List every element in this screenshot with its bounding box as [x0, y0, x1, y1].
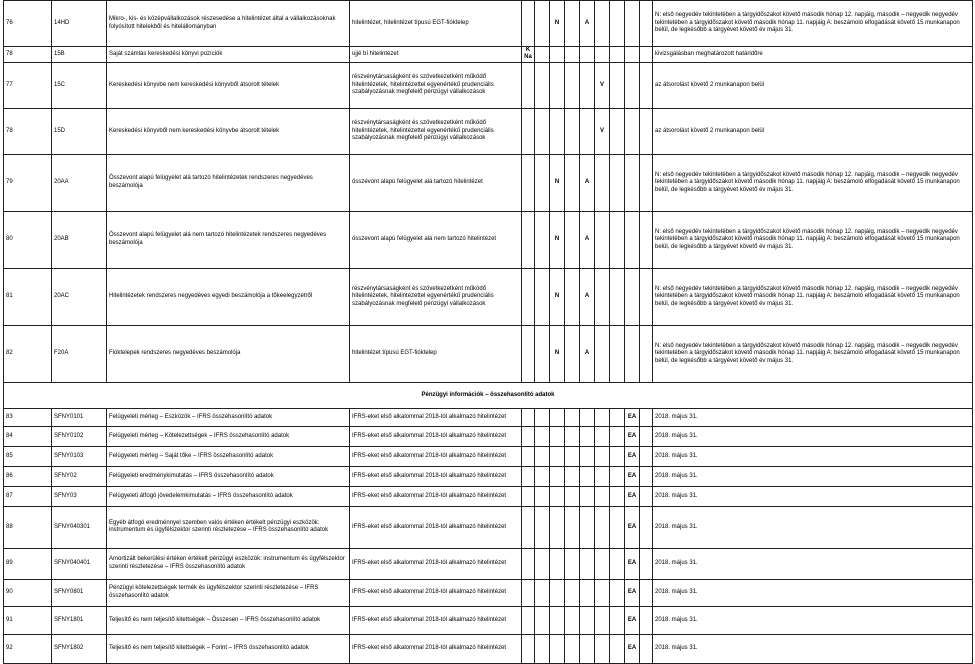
reporter-scope: hitelintézet, hitelintézet típusú EGT-fióktelep — [350, 1, 522, 47]
reporter-scope: IFRS-eket első alkalommal 2018-tól alkalmazó hitelintézet — [350, 486, 522, 506]
row-number: 89 — [4, 548, 52, 579]
table-row — [4, 426, 973, 446]
table-row — [4, 1, 973, 47]
table-row — [4, 211, 973, 268]
reporter-scope: IFRS-eket első alkalommal 2018-tól alkalmazó hitelintézet — [350, 548, 522, 579]
form-description: Felügyeleti mérleg – Kötelezettségek – IFRS összehasonlító adatok — [107, 426, 350, 446]
row-number: 79 — [4, 154, 52, 211]
frequency-flag: EA — [625, 426, 640, 446]
form-code: SFNY040401 — [52, 548, 107, 579]
frequency-flag: A — [580, 1, 595, 47]
form-code: SFNY040301 — [52, 506, 107, 548]
table-row — [4, 579, 973, 606]
row-number: 82 — [4, 325, 52, 382]
section-header-row — [4, 382, 973, 408]
deadline-text: 2018. május 31. — [653, 548, 973, 579]
reporter-scope: IFRS-eket első alkalommal 2018-tól alkalmazó hitelintézet — [350, 408, 522, 426]
form-description: Összevont alapú felügyelet alá nem tartozó hitelintézetek rendszeres negyedéves beszámolója — [107, 211, 350, 268]
row-number: 78 — [4, 47, 52, 63]
deadline-text: az átsorolást követő 2 munkanapon belül — [653, 108, 973, 154]
table-row — [4, 325, 973, 382]
deadline-text: 2018. május 31. — [653, 408, 973, 426]
form-code: SFNY0101 — [52, 408, 107, 426]
frequency-flag: N — [550, 154, 565, 211]
reporter-scope: IFRS-eket első alkalommal 2018-tól alkalmazó hitelintézet — [350, 634, 522, 663]
row-number: 85 — [4, 446, 52, 466]
form-code: SFNY1802 — [52, 634, 107, 663]
frequency-flag: EA — [625, 466, 640, 486]
row-number: 88 — [4, 506, 52, 548]
row-number: 86 — [4, 466, 52, 486]
form-code: SFNY02 — [52, 466, 107, 486]
form-description: Hitelintézetek rendszeres negyedéves egyedi beszámolója a tőkeelegyzetről — [107, 268, 350, 325]
row-number: 91 — [4, 606, 52, 634]
deadline-text: 2018. május 31. — [653, 506, 973, 548]
frequency-flag: EA — [625, 634, 640, 663]
form-code: 15D — [52, 108, 107, 154]
form-description: Felügyeleti mérleg – Eszközök – IFRS összehasonlító adatok — [107, 408, 350, 426]
frequency-flag: EA — [625, 579, 640, 606]
row-number: 90 — [4, 579, 52, 606]
deadline-text: N: első negyedév tekintetében a tárgyidőszakot követő második hónap 12. napjáig, második – negyedik negyedév tekintetében a tárgyidőszakot követő második hónap 11. napjáig A: beszámoló elfogadását követő 15 munkanapon belül, de legkésőbb a tárgyévet követő év május 31. — [653, 211, 973, 268]
deadline-text: 2018. május 31. — [653, 606, 973, 634]
reporter-scope: részvénytársaságként és szövetkezetként működő hitelintézetek, hitelintézettel egyenértékű prudenciális szabályozásnak megfelelő pénzügyi vállalkozások — [350, 62, 522, 108]
form-description: Saját számlás kereskedési könyvi pozíciók — [107, 47, 350, 63]
frequency-flag: V — [595, 62, 610, 108]
form-description: Felügyeleti átfogó jövedelemkimutatás – IFRS összehasonlító adatok — [107, 486, 350, 506]
form-description: Teljesítő és nem teljesítő kitettségek – Összesen – IFRS összehasonlító adatok — [107, 606, 350, 634]
deadline-text: 2018. május 31. — [653, 579, 973, 606]
table-row — [4, 634, 973, 663]
table-row — [4, 548, 973, 579]
row-number: 76 — [4, 1, 52, 47]
frequency-flag: V — [595, 108, 610, 154]
frequency-flag: EA — [625, 606, 640, 634]
form-description: Amortizált bekerülési értéken értékelt pénzügyi eszközök: instrumentum és ügyfélszektor szerinti részletezése – IFRS összehasonlító adatok — [107, 548, 350, 579]
table-row — [4, 108, 973, 154]
reporter-scope: IFRS-eket első alkalommal 2018-tól alkalmazó hitelintézet — [350, 426, 522, 446]
form-code: 20AA — [52, 154, 107, 211]
deadline-text: az átsorolást követő 2 munkanapon belül — [653, 62, 973, 108]
section-title: Pénzügyi információk – összehasonlító adatok — [4, 382, 973, 408]
frequency-flag: KNa — [522, 47, 535, 63]
row-number: 92 — [4, 634, 52, 663]
form-description: Egyéb átfogó eredménnyel szemben valós értéken értékelt pénzügyi eszközök: instrumentum és ügyfélszektor szerinti részletezése – IFRS összehasonlító adatok — [107, 506, 350, 548]
frequency-flag: N — [550, 268, 565, 325]
frequency-flag: EA — [625, 446, 640, 466]
form-code: SFNY1801 — [52, 606, 107, 634]
deadline-text: 2018. május 31. — [653, 426, 973, 446]
table-row — [4, 446, 973, 466]
table-row — [4, 268, 973, 325]
form-description: Teljesítő és nem teljesítő kitettségek – Forint – IFRS összehasonlító adatok — [107, 634, 350, 663]
frequency-flag: N — [550, 1, 565, 47]
form-description: Fióktelepek rendszeres negyedéves beszámolója — [107, 325, 350, 382]
deadline-text: kivizsgálásban meghatározott határidőre — [653, 47, 973, 63]
form-description: Felügyeleti mérleg – Saját tőke – IFRS összehasonlító adatok — [107, 446, 350, 466]
form-description: Felügyeleti eredménykimutatás – IFRS összehasonlító adatok — [107, 466, 350, 486]
form-code: F20A — [52, 325, 107, 382]
table-row — [4, 606, 973, 634]
frequency-flag: A — [580, 211, 595, 268]
reporter-scope: IFRS-eket első alkalommal 2018-tól alkalmazó hitelintézet — [350, 606, 522, 634]
form-code: 14HD — [52, 1, 107, 47]
form-code: 20AB — [52, 211, 107, 268]
form-code: 15C — [52, 62, 107, 108]
row-number: 83 — [4, 408, 52, 426]
frequency-flag: EA — [625, 506, 640, 548]
frequency-flag: A — [580, 154, 595, 211]
frequency-flag: A — [580, 268, 595, 325]
reporter-scope: IFRS-eket első alkalommal 2018-tól alkalmazó hitelintézet — [350, 506, 522, 548]
reporter-scope: IFRS-eket első alkalommal 2018-tól alkalmazó hitelintézet — [350, 466, 522, 486]
table-row — [4, 486, 973, 506]
reporter-scope: részvénytársaságként és szövetkezetként működő hitelintézetek, hitelintézettel egyenértékű prudenciális szabályozásnak megfelelő pénzügyi vállalkozások — [350, 268, 522, 325]
reporter-scope: IFRS-eket első alkalommal 2018-tól alkalmazó hitelintézet — [350, 579, 522, 606]
regulation-table — [3, 0, 973, 664]
frequency-flag: EA — [625, 548, 640, 579]
table-row — [4, 408, 973, 426]
row-number: 81 — [4, 268, 52, 325]
form-code: SFNY0102 — [52, 426, 107, 446]
frequency-flag: N — [550, 325, 565, 382]
frequency-flag: EA — [625, 408, 640, 426]
row-number: 77 — [4, 62, 52, 108]
form-description: Kereskedési könyvbe nem kereskedési könyvből átsorolt tételek — [107, 62, 350, 108]
deadline-text: N: első negyedév tekintetében a tárgyidőszakot követő második hónap 12. napjáig, második – negyedik negyedév tekintetében a tárgyidőszakot követő második hónap 11. napjáig A: beszámoló elfogadását követő 15 munkanapon belül, de legkésőbb a tárgyévet követő év május 31. — [653, 325, 973, 382]
reporter-scope: hitelintézet típusú EGT-fióktelep — [350, 325, 522, 382]
reporter-scope: összevont alapú felügyelet alá tartozó hitelintézet — [350, 154, 522, 211]
form-description: Pénzügyi kötelezettségek termék és ügyfélszektor szerinti részletezése – IFRS összehasonlító adatok — [107, 579, 350, 606]
form-code: SFNY0801 — [52, 579, 107, 606]
row-number: 78 — [4, 108, 52, 154]
deadline-text: N: első negyedév tekintetében a tárgyidőszakot követő második hónap 12. napjáig, második – negyedik negyedév tekintetében a tárgyidőszakot követő második hónap 11. napjáig A: beszámoló elfogadását követő 15 munkanapon belül, de legkésőbb a tárgyévet követő év május 31. — [653, 268, 973, 325]
deadline-text: 2018. május 31. — [653, 446, 973, 466]
reporter-scope: ujjé bí hitelintézet — [350, 47, 522, 63]
deadline-text: 2018. május 31. — [653, 466, 973, 486]
form-description: Mikro-, kis- és középvállalkozások részesedése a hitelintézet által a vállalkozásoknak folyósított hitelekből és hitelállományban — [107, 1, 350, 47]
row-number: 84 — [4, 426, 52, 446]
reporter-scope: összevont alapú felügyelet alá nem tartozó hitelintézet — [350, 211, 522, 268]
row-number: 80 — [4, 211, 52, 268]
deadline-text: N: első negyedév tekintetében a tárgyidőszakot követő második hónap 12. napjáig, második – negyedik negyedév tekintetében a tárgyidőszakot követő második hónap 11. napjáig A: beszámoló elfogadását követő 15 munkanapon belül, de legkésőbb a tárgyévet követő év május 31. — [653, 1, 973, 47]
form-description: Összevont alapú felügyelet alá tartozó hitelintézetek rendszeres negyedéves beszámolója — [107, 154, 350, 211]
deadline-text: 2018. május 31. — [653, 634, 973, 663]
table-row — [4, 47, 973, 63]
deadline-text: N: első negyedév tekintetében a tárgyidőszakot követő második hónap 12. napjáig, második – negyedik negyedév tekintetében a tárgyidőszakot követő második hónap 11. napjáig A: beszámoló elfogadását követő 15 munkanapon belül, de legkésőbb a tárgyévet követő év május 31. — [653, 154, 973, 211]
reporter-scope: IFRS-eket első alkalommal 2018-tól alkalmazó hitelintézet — [350, 446, 522, 466]
form-code: 15B — [52, 47, 107, 63]
frequency-flag: EA — [625, 486, 640, 506]
row-number: 87 — [4, 486, 52, 506]
reporter-scope: részvénytársaságként és szövetkezetként működő hitelintézetek, hitelintézettel egyenértékű prudenciális szabályozásnak megfelelő pénzügyi vállalkozások — [350, 108, 522, 154]
frequency-flag: A — [580, 325, 595, 382]
form-code: SFNY0103 — [52, 446, 107, 466]
form-description: Kereskedési könyvből nem kereskedési könyvbe átsorolt tételek — [107, 108, 350, 154]
deadline-text: 2018. május 31. — [653, 486, 973, 506]
frequency-flag: N — [550, 211, 565, 268]
table-row — [4, 62, 973, 108]
form-code: SFNY03 — [52, 486, 107, 506]
table-row — [4, 466, 973, 486]
table-row — [4, 506, 973, 548]
form-code: 20AC — [52, 268, 107, 325]
table-row — [4, 154, 973, 211]
